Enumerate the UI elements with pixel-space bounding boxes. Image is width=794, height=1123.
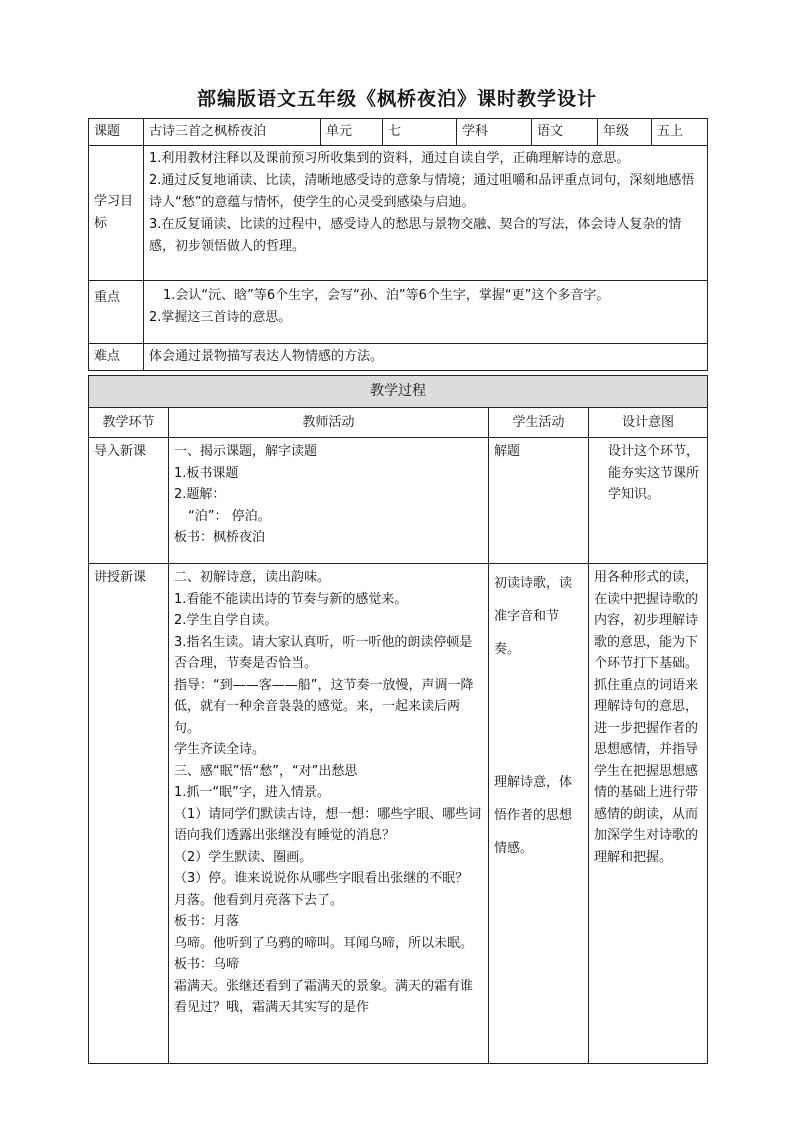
teacher-line: 学生齐读全诗。 (174, 742, 266, 757)
teacher-line: 1.看能不能读出诗的节奏与新的感觉来。 (174, 591, 408, 607)
teacher-line: 板书：枫桥夜泊 (174, 530, 266, 545)
step-new: 讲授新课 (89, 564, 169, 1064)
teacher-line: 二、初解诗意，读出韵味。 (174, 570, 331, 585)
label-subject: 学科 (457, 119, 532, 146)
teacher-line: 2.题解： (174, 487, 226, 502)
label-grade: 年级 (598, 119, 652, 146)
difficulty-label: 难点 (89, 344, 144, 371)
course-value: 古诗三首之枫桥夜泊 (144, 119, 321, 146)
process-section-title: 教学过程 (89, 376, 708, 408)
goal-item: 2.通过反复地诵读、比读，清晰地感受诗的意象与情境；通过咀嚼和品评重点词句，深刻地感悟诗人“愁”的意蕴与情怀，使学生的心灵受到感染与启迪。 (149, 173, 695, 210)
design-intent-new (589, 564, 708, 1064)
teacher-line: 三、感“眠”悟“愁”，“对”出愁思 (174, 763, 358, 779)
teacher-line: 乌啼。他听到了乌鸦的啼叫。耳闻乌啼，所以未眠。 (174, 935, 474, 951)
goals-row (89, 146, 708, 281)
goal-item: 3.在反复诵读、比读的过程中，感受诗人的愁思与景物交融、契合的写法，体会诗人复杂的情感，初步领悟做人的哲理。 (149, 217, 682, 254)
header-student: 学生活动 (489, 408, 589, 438)
process-row-new (89, 564, 708, 1064)
student-activity-read: 初读诗歌，读准字音和节奏。 (494, 576, 573, 657)
difficulty-row (89, 344, 708, 371)
teacher-activity-intro (169, 438, 489, 564)
teacher-line: “泊”： 停泊。 (188, 508, 271, 524)
goals-content (144, 146, 708, 281)
teacher-line: （1）请同学们默读古诗，想一想：哪些字眼、哪些词语向我们透露出张继没有睡觉的消息？ (174, 806, 482, 843)
teacher-line: （2）学生默读、圈画。 (174, 849, 313, 865)
student-activity-intro: 解题 (489, 438, 589, 564)
process-section-row (89, 376, 708, 408)
key-point-item: 2.掌握这三首诗的意思。 (149, 310, 292, 325)
goals-label: 学习目标 (89, 146, 144, 281)
header-teacher: 教师活动 (169, 408, 489, 438)
info-header-row (89, 119, 708, 146)
teacher-line: 3.指名生读。请大家认真听，听一听他的朗读停顿是否合理，节奏是否恰当。 (174, 634, 473, 671)
lesson-info-table (88, 118, 708, 371)
goal-item: 1.利用教材注释以及课前预习所收集到的资料，通过自读自学，正确理解诗的意思。 (149, 151, 630, 166)
key-point-item: 1.会认“沅、晗”等6个生字，会写“孙、泊”等6个生字，掌握“更”这个多音字。 (163, 288, 610, 303)
teacher-line: 2.学生自学自读。 (174, 613, 278, 628)
subject-value: 语文 (532, 119, 598, 146)
design-text: 设计这个环节，能夯实这节课所学知识。 (608, 444, 700, 502)
teacher-line: （3）停。谁来说说你从哪些字眼看出张继的不眠？ (174, 871, 469, 886)
label-unit: 单元 (321, 119, 383, 146)
unit-value: 七 (383, 119, 457, 146)
teacher-line: 板书：月落 (174, 914, 240, 929)
difficulty-text: 体会通过景物描写表达人物情感的方法。 (144, 344, 708, 371)
key-points-content (144, 281, 708, 344)
teacher-line: 板书：乌啼 (174, 957, 240, 972)
teacher-line: 1.板书课题 (174, 465, 239, 481)
student-activity-new (489, 564, 589, 1064)
design-intent-intro (589, 438, 708, 564)
key-points-row (89, 281, 708, 344)
process-row-intro (89, 438, 708, 564)
teacher-line: 月落。他看到月亮落下去了。 (174, 892, 344, 908)
teacher-line: 霜满天。张继还看到了霜满天的景象。满天的霜有谁看见过？哦，霜满天其实写的是作 (174, 978, 474, 1015)
teaching-process-table (88, 375, 708, 1064)
label-course: 课题 (89, 119, 144, 146)
teacher-line: 指导：“到——客——船”，这节奏一放慢，声调一降低，就有一种余音袅袅的感觉。来，一起来读后两句。 (174, 677, 474, 736)
header-step: 教学环节 (89, 408, 169, 438)
header-design: 设计意图 (589, 408, 708, 438)
step-intro: 导入新课 (89, 438, 169, 564)
teacher-line: 1.抓一“眠”字，进入情景。 (174, 785, 330, 800)
key-points-label: 重点 (89, 281, 144, 344)
teacher-line: 一、揭示课题，解字读题 (174, 444, 318, 459)
student-activity-understand: 理解诗意，体悟作者的思想情感。 (494, 775, 573, 856)
page-title: 部编版语文五年级《枫桥夜泊》课时教学设计 (196, 88, 597, 110)
teacher-activity-new (169, 564, 489, 1064)
design-text: 用各种形式的读，在读中把握诗歌的内容，初步理解诗歌的意思，能为下个环节打下基础。抓住重点的词语来理解诗句的意思，进一步把握作者的思想感情，并指导学生在把握思想感情的基础上进行带感情的朗读，从而加深学生对诗歌的理解和把握。 (594, 570, 699, 865)
process-header-row (89, 408, 708, 438)
grade-value: 五上 (652, 119, 708, 146)
